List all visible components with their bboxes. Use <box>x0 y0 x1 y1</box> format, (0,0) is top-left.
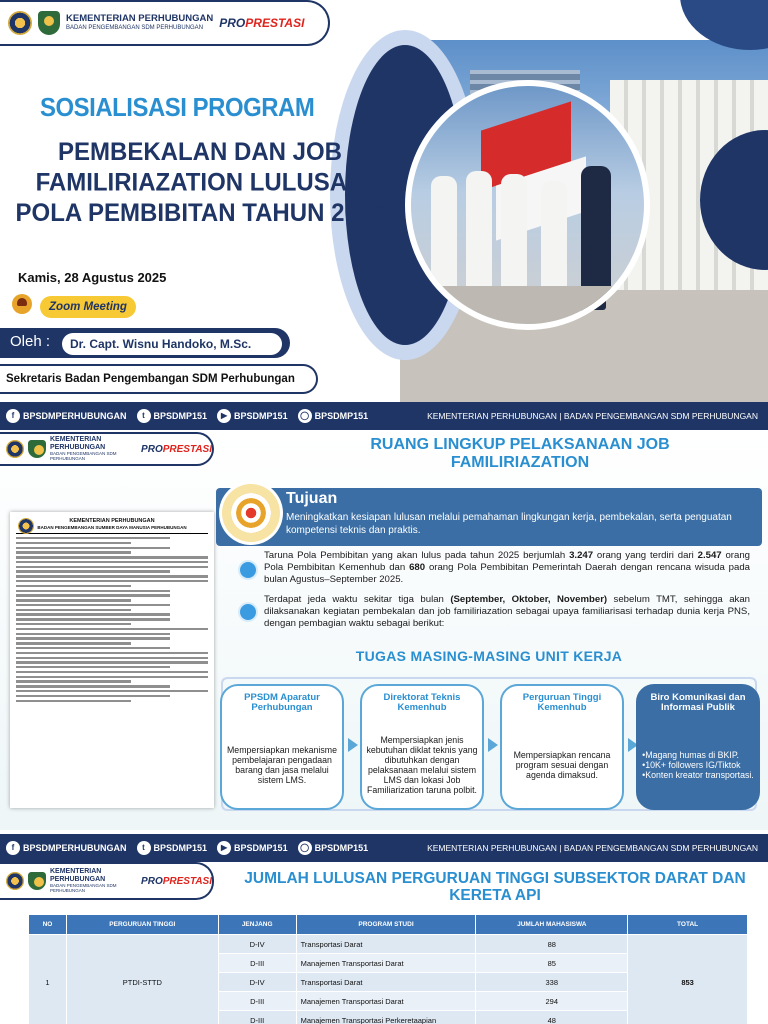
ministry-name: KEMENTERIAN PERHUBUNGAN <box>50 436 106 452</box>
unit-card-ppsdm <box>220 684 344 810</box>
goal-label: Tujuan <box>286 490 338 507</box>
bullet-icon <box>240 604 256 620</box>
agency-name: BADAN PENGEMBANGAN SDM PERHUBUNGAN <box>50 450 117 461</box>
ceremony-photo-inset <box>405 80 650 330</box>
by-label: Oleh : <box>10 333 51 350</box>
column-header: NO <box>29 915 67 935</box>
program-cell: Transportasi Darat <box>296 935 476 954</box>
proprestasi-logo: PROPRESTASI <box>219 16 305 30</box>
facebook-link[interactable]: f BPSDMPERHUBUNGAN <box>6 409 127 423</box>
unit-card-body: Mempersiapkan rencana program sesuai dengan agenda dimaksud. <box>513 749 611 781</box>
schedule-paragraph: Terdapat jeda waktu sekitar tiga bulan (September, Oktober, November) sebelum TMT, sehingga akan dilaksanakan kegiatan pembekalan dan job familiriazation sebagai upaya familiarisasi terhadap dunia kerja PNS, dengan pembagian waktu sebagai berikut: <box>264 594 750 629</box>
unit-card-perguruan <box>500 684 624 810</box>
level-cell: D-IV <box>218 973 296 992</box>
unit-card-body: Mempersiapkan mekanisme pembelajaran pengadaan barang dan jasa melalui sistem LMS. <box>226 744 337 786</box>
total-cell: 853 <box>628 935 748 1024</box>
youtube-link[interactable]: ▶ BPSDMP151 <box>217 409 288 423</box>
level-cell: D-III <box>218 1011 296 1024</box>
count-cell: 338 <box>476 973 628 992</box>
tasks-title: TUGAS MASING-MASING UNIT KERJA <box>355 648 623 664</box>
list-item: • Magang humas di BKIP. <box>642 750 754 760</box>
unit-card-title: PPSDM Aparatur Perhubungan <box>244 691 320 713</box>
level-cell: D-III <box>218 954 296 973</box>
level-cell: D-IV <box>218 935 296 954</box>
agency-logo-icon <box>38 11 60 35</box>
instagram-icon: ◯ <box>298 409 312 423</box>
letter-heading: KEMENTERIAN PERHUBUNGAN <box>69 518 155 524</box>
instagram-link[interactable]: ◯ BPSDMP151 <box>298 409 369 423</box>
program-cell: Manajemen Transportasi Darat <box>296 954 476 973</box>
footer-org-text: KEMENTERIAN PERHUBUNGAN | BADAN PENGEMBANGAN SDM PERHUBUNGAN <box>427 411 758 421</box>
ministry-name: KEMENTERIAN PERHUBUNGAN <box>66 13 214 25</box>
twitter-icon: t <box>137 841 151 855</box>
unit-card-title: Perguruan Tinggi Kemenhub <box>522 691 602 713</box>
instagram-icon: ◯ <box>298 841 312 855</box>
subtitle-line: POLA PEMBIBITAN TAHUN 2025 <box>15 198 385 227</box>
section-title: JUMLAH LULUSAN PERGURUAN TINGGI SUBSEKTOR DARAT DAN KERETA API <box>244 870 746 905</box>
program-cell: Manajemen Transportasi Darat <box>296 992 476 1011</box>
list-item: • Konten kreator transportasi. <box>642 770 754 780</box>
youtube-link[interactable]: ▶ BPSDMP151 <box>217 841 288 855</box>
count-cell: 88 <box>476 935 628 954</box>
hero-panel <box>0 0 768 402</box>
subtitle-line: FAMILIRIAZATION LULUSAN <box>35 168 365 197</box>
unit-card-direktorat <box>360 684 484 810</box>
location-pin-icon <box>12 294 32 314</box>
goal-text: Meningkatkan kesiapan lulusan melalui pemahaman lingkungan kerja, pembekalan, serta penguatan kompetensi teknis dan praktis. <box>286 512 732 536</box>
page-title: SOSIALISASI PROGRAM <box>40 92 315 122</box>
count-cell: 294 <box>476 992 628 1011</box>
unit-card-title: Biro Komunikasi dan Informasi Publik <box>650 691 746 713</box>
twitter-link[interactable]: t BPSDMP151 <box>137 841 208 855</box>
row-number: 1 <box>29 935 67 1024</box>
facebook-icon: f <box>6 409 20 423</box>
program-subtitle <box>6 138 394 229</box>
youtube-icon: ▶ <box>217 409 231 423</box>
graduates-paragraph: Taruna Pola Pembibitan yang akan lulus pada tahun 2025 berjumlah 3.247 orang yang terdiri dari 2.547 orang Pola Pembibitan Kemenhub dan 680 orang Pola Pembibitan Pemerintah Daerah dengan rencana wisuda pada bulan Agustus–September 2025. <box>264 550 750 585</box>
ministry-name-block <box>66 14 213 31</box>
unit-card-biro <box>636 684 760 810</box>
twitter-icon: t <box>137 409 151 423</box>
table-header-row <box>29 915 748 935</box>
column-header: PERGURUAN TINGGI <box>66 915 218 935</box>
speaker-name: Dr. Capt. Wisnu Handoko, M.Sc. <box>62 333 282 355</box>
social-footer <box>0 834 768 862</box>
agency-logo-icon <box>28 872 46 890</box>
column-header: JENJANG <box>218 915 296 935</box>
column-header: TOTAL <box>628 915 748 935</box>
speaker-role: Sekretaris Badan Pengembangan SDM Perhubungan <box>0 364 318 394</box>
target-icon <box>222 484 280 542</box>
ministry-logo-icon <box>8 11 32 35</box>
bullet-icon <box>240 562 256 578</box>
letter-logo-icon <box>18 518 34 534</box>
level-cell: D-III <box>218 992 296 1011</box>
column-header: PROGRAM STUDI <box>296 915 476 935</box>
ministry-header <box>0 862 214 900</box>
official-letter-image <box>10 512 214 808</box>
unit-card-body: Mempersiapkan jenis kebutuhan diklat teknis yang dibutuhkan dengan pelaksanaan melalui sistem LMS dan lokasi Job Familiarization taruna polbit. <box>366 734 478 796</box>
twitter-link[interactable]: t BPSDMP151 <box>137 409 208 423</box>
facebook-link[interactable]: f BPSDMPERHUBUNGAN <box>6 841 127 855</box>
graduates-table <box>28 914 748 1024</box>
table-row <box>29 935 748 954</box>
agency-logo-icon <box>28 440 46 458</box>
footer-org-text: KEMENTERIAN PERHUBUNGAN | BADAN PENGEMBANGAN SDM PERHUBUNGAN <box>427 843 758 853</box>
unit-card-title: Direktorat Teknis Kemenhub <box>383 691 461 713</box>
subtitle-line: PEMBEKALAN DAN JOB <box>57 137 342 167</box>
proprestasi-logo: PROPRESTASI <box>141 443 212 455</box>
scope-panel <box>0 432 768 830</box>
facebook-icon: f <box>6 841 20 855</box>
social-footer <box>0 402 768 430</box>
ministry-header <box>0 0 330 46</box>
zoom-meeting-badge: Zoom Meeting <box>40 296 136 318</box>
goal-card <box>216 488 762 546</box>
instagram-link[interactable]: ◯ BPSDMP151 <box>298 841 369 855</box>
agency-name: BADAN PENGEMBANGAN SDM PERHUBUNGAN <box>66 24 204 31</box>
program-cell: Transportasi Darat <box>296 973 476 992</box>
program-cell: Manajemen Transportasi Perkeretaapian <box>296 1011 476 1024</box>
letter-subheading: BADAN PENGEMBANGAN SUMBER DAYA MANUSIA PERHUBUNGAN <box>37 524 187 530</box>
event-date: Kamis, 28 Agustus 2025 <box>18 270 167 285</box>
institution-name: PTDI-STTD <box>66 935 218 1024</box>
ministry-header <box>0 432 214 466</box>
count-cell: 85 <box>476 954 628 973</box>
agency-name: BADAN PENGEMBANGAN SDM PERHUBUNGAN <box>50 882 117 893</box>
ministry-name: KEMENTERIAN PERHUBUNGAN <box>50 868 106 884</box>
count-cell: 48 <box>476 1011 628 1024</box>
column-header: JUMLAH MAHASISWA <box>476 915 628 935</box>
proprestasi-logo: PROPRESTASI <box>141 875 212 887</box>
section-title: RUANG LINGKUP PELAKSANAAN JOB FAMILIRIAZATION <box>370 436 670 472</box>
arrow-right-icon <box>488 738 498 752</box>
unit-card-body <box>642 724 754 806</box>
biro-task-list <box>642 750 754 780</box>
youtube-icon: ▶ <box>217 841 231 855</box>
ministry-logo-icon <box>6 872 24 890</box>
ministry-logo-icon <box>6 440 24 458</box>
list-item: • 10K+ followers IG/Tiktok <box>642 760 754 770</box>
graduates-panel <box>0 862 768 1024</box>
arrow-right-icon <box>348 738 358 752</box>
